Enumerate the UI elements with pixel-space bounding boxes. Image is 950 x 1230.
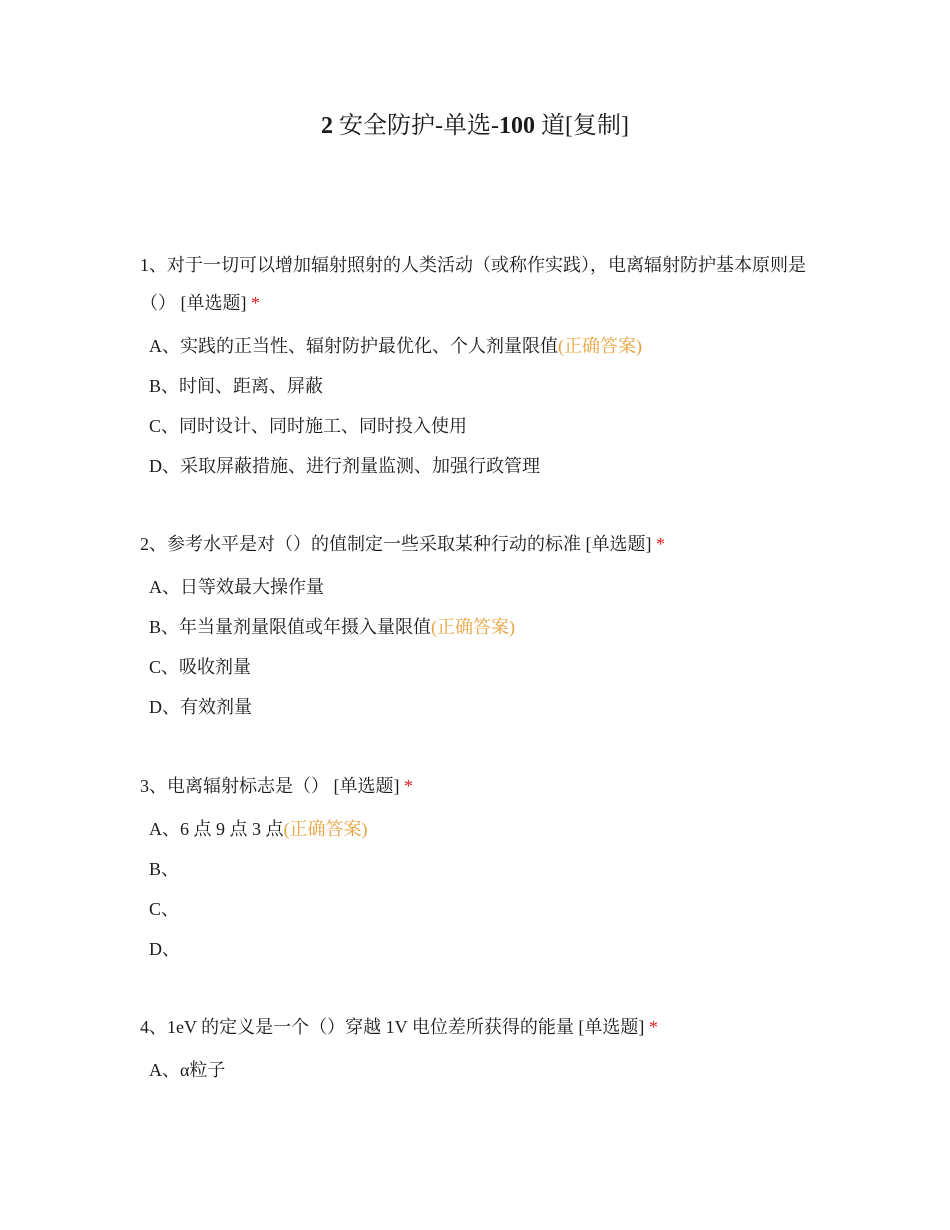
- correct-answer-tag: (正确答案): [283, 819, 368, 839]
- option-d[interactable]: [149, 687, 820, 727]
- option-b[interactable]: [149, 607, 820, 647]
- option-label: A、6 点 9 点 3 点: [149, 819, 284, 839]
- page-title: [0, 110, 950, 142]
- required-mark: *: [251, 293, 260, 313]
- question-1: [140, 246, 820, 486]
- option-c[interactable]: [149, 889, 820, 929]
- option-label: B、: [149, 859, 180, 879]
- options-list: [140, 326, 820, 486]
- title-number: 2: [321, 113, 334, 139]
- option-b[interactable]: [149, 366, 820, 406]
- option-label: A、日等效最大操作量: [149, 577, 324, 597]
- option-d[interactable]: [149, 446, 820, 486]
- required-mark: *: [648, 1017, 658, 1037]
- correct-answer-tag: (正确答案): [558, 336, 642, 356]
- options-list: [140, 567, 820, 727]
- title-text-part1: 安全防护-单选-: [339, 113, 499, 139]
- question-text: [140, 767, 820, 805]
- question-text: [140, 525, 820, 563]
- question-3: [140, 767, 820, 969]
- question-stem: 3、电离辐射标志是（） [单选题]: [140, 776, 400, 796]
- option-c[interactable]: [149, 406, 820, 446]
- option-label: C、同时设计、同时施工、同时投入使用: [149, 416, 468, 436]
- question-text: [140, 246, 820, 322]
- option-label: B、年当量剂量限值或年摄入量限值: [149, 617, 432, 637]
- question-2: [140, 525, 820, 727]
- question-stem: 4、1eV 的定义是一个（）穿越 1V 电位差所获得的能量 [单选题]: [140, 1017, 645, 1037]
- option-a[interactable]: [149, 326, 820, 366]
- options-list: [140, 809, 820, 969]
- required-mark: *: [656, 534, 665, 554]
- option-label: C、: [149, 899, 180, 919]
- option-label: D、: [149, 939, 180, 959]
- title-text-part2: 道[复制]: [541, 113, 629, 139]
- option-label: D、采取屏蔽措施、进行剂量监测、加强行政管理: [149, 456, 540, 476]
- option-b[interactable]: [149, 849, 820, 889]
- option-label: D、有效剂量: [149, 697, 252, 717]
- option-a[interactable]: [149, 567, 820, 607]
- option-a[interactable]: [149, 809, 820, 849]
- option-d[interactable]: [149, 929, 820, 969]
- option-a[interactable]: [149, 1050, 820, 1090]
- options-list: [140, 1050, 820, 1090]
- correct-answer-tag: (正确答案): [431, 617, 516, 637]
- option-label: A、实践的正当性、辐射防护最优化、个人剂量限值: [149, 336, 558, 356]
- option-c[interactable]: [149, 647, 820, 687]
- question-stem: 2、参考水平是对（）的值制定一些采取某种行动的标准 [单选题]: [140, 534, 652, 554]
- option-label: C、吸收剂量: [149, 657, 252, 677]
- question-stem: 1、对于一切可以增加辐射照射的人类活动（或称作实践），电离辐射防护基本原则是（） [单选题]: [140, 255, 806, 313]
- option-label: B、时间、距离、屏蔽: [149, 376, 324, 396]
- required-mark: *: [404, 776, 413, 796]
- question-4: [140, 1008, 820, 1090]
- option-label: A、α粒子: [149, 1060, 226, 1080]
- question-text: [140, 1008, 820, 1046]
- title-number-2: 100: [499, 113, 535, 139]
